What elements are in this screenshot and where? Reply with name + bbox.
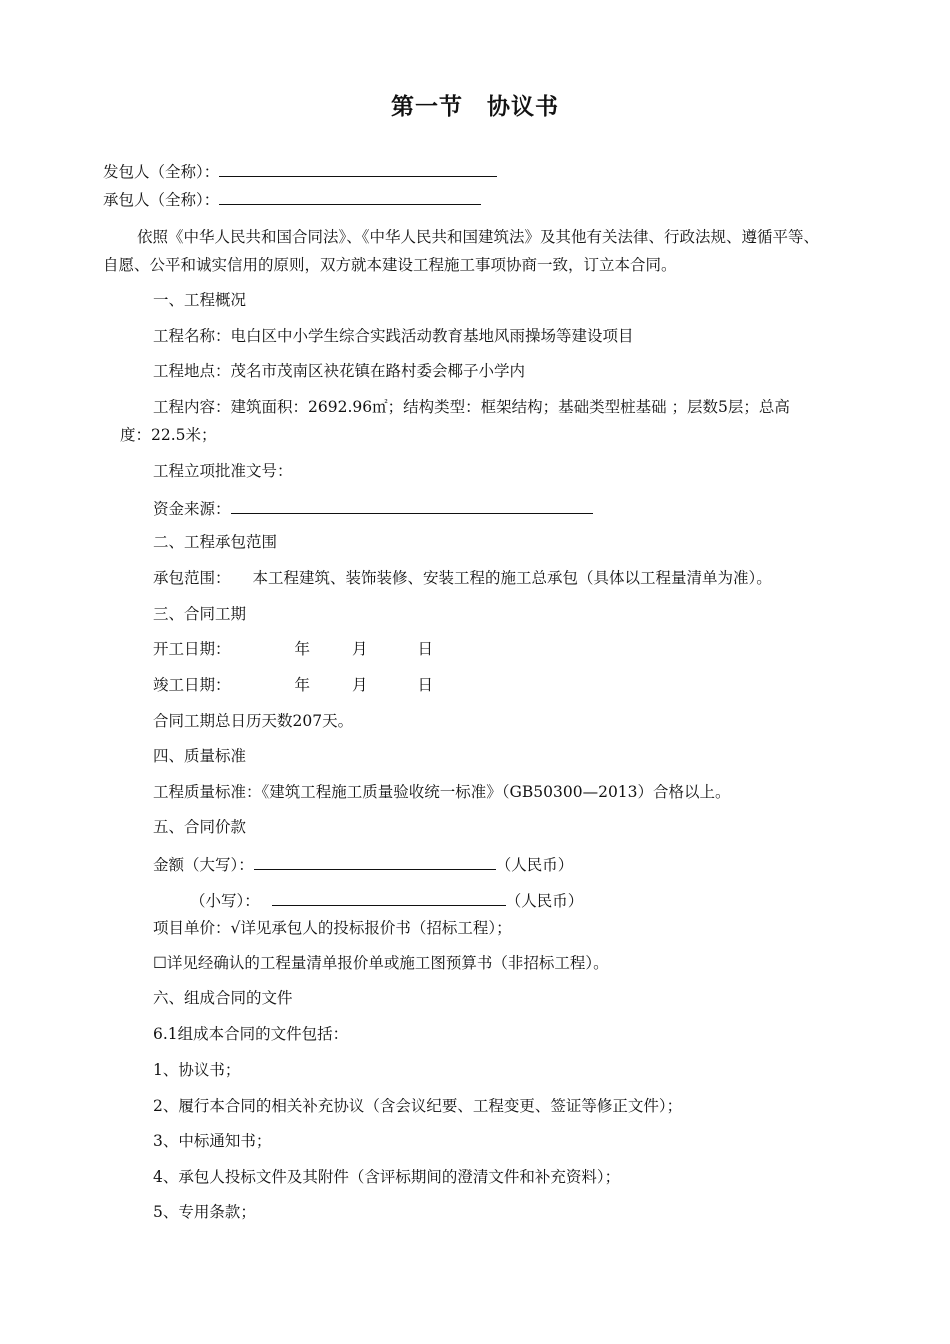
- end-date-label: 竣工日期：: [153, 676, 231, 694]
- employer-name-blank[interactable]: [219, 160, 497, 177]
- contractor-name-blank[interactable]: [219, 188, 481, 205]
- quality-standard: 工程质量标准：《建筑工程施工质量验收统一标准》（GB50300—2013）合格以上。: [153, 783, 731, 801]
- scope-text: 本工程建筑、装饰装修、安装工程的施工总承包（具体以工程量清单为准）。: [252, 569, 772, 587]
- project-name: 工程名称：电白区中小学生综合实践活动教育基地风雨操场等建设项目: [153, 327, 634, 345]
- contractor-row: [103, 188, 481, 210]
- contractor-label: 承包人（全称）：: [103, 191, 220, 209]
- section-6-heading: 六、组成合同的文件: [153, 989, 293, 1007]
- document-item: 4、承包人投标文件及其附件（含评标期间的澄清文件和补充资料）；: [153, 1168, 621, 1186]
- contract-duration: 合同工期总日历天数207天。: [153, 712, 354, 730]
- amount-caps-currency: （人民币）: [495, 856, 574, 874]
- amount-caps-label: 金额（大写）：: [153, 856, 254, 874]
- section-5-heading: 五、合同价款: [153, 818, 247, 836]
- funding-blank[interactable]: [231, 497, 593, 514]
- preamble-line-1: 依照《中华人民共和国合同法》、《中华人民共和国建筑法》及其他有关法律、行政法规、遵循平等、: [137, 228, 820, 246]
- document-item: 1、协议书；: [153, 1061, 241, 1079]
- amount-caps-row: [153, 853, 573, 875]
- end-year-label: 年: [294, 676, 311, 694]
- preamble-line-2: 自愿、公平和诚实信用的原则，双方就本建设工程施工事项协商一致，订立本合同。: [103, 256, 677, 274]
- amount-small-blank[interactable]: [272, 889, 506, 906]
- start-day-label: 日: [417, 640, 434, 658]
- employer-row: [103, 160, 497, 182]
- amount-caps-blank[interactable]: [254, 853, 496, 870]
- section-3-heading: 三、合同工期: [153, 605, 247, 623]
- page-title: 第一节 协议书: [391, 94, 559, 120]
- end-day-label: 日: [417, 676, 434, 694]
- amount-small-row: [190, 889, 583, 911]
- scope-label: 承包范围：: [153, 569, 231, 587]
- employer-label: 发包人（全称）：: [103, 163, 220, 181]
- unit-price-label: 项目单价：: [153, 919, 231, 937]
- funding-label: 资金来源：: [153, 500, 231, 518]
- project-approval: 工程立项批准文号：: [153, 462, 293, 480]
- scope-row: [153, 568, 772, 588]
- start-month-label: 月: [352, 640, 368, 658]
- end-date-row: [153, 675, 433, 695]
- document-item: 3、中标通知书；: [153, 1132, 272, 1150]
- unit-price-row: [153, 918, 512, 938]
- start-date-row: [153, 639, 433, 659]
- amount-small-currency: （人民币）: [505, 892, 584, 910]
- end-month-label: 月: [352, 676, 368, 694]
- section-2-heading: 二、工程承包范围: [153, 533, 278, 551]
- project-content-line-2: 度：22.5米；: [120, 426, 217, 444]
- documents-intro: 6.1组成本合同的文件包括：: [153, 1025, 349, 1043]
- project-content-line-1: 工程内容：建筑面积：2692.96㎡；结构类型：框架结构；基础类型桩基础 ；层数5层；总高: [153, 398, 790, 416]
- section-4-heading: 四、质量标准: [153, 747, 247, 765]
- document-item: 2、履行本合同的相关补充协议（含会议纪要、工程变更、签证等修正文件）；: [153, 1097, 683, 1115]
- amount-small-label: （小写）：: [190, 892, 260, 910]
- section-1-heading: 一、工程概况: [153, 291, 247, 309]
- document-item: 5、专用条款；: [153, 1203, 256, 1221]
- unit-price-option-nonbid[interactable]: ☐详见经确认的工程量清单报价单或施工图预算书（非招标工程）。: [153, 954, 609, 972]
- unit-price-option-bid[interactable]: √详见承包人的投标报价书（招标工程）；: [230, 919, 512, 937]
- start-date-label: 开工日期：: [153, 640, 231, 658]
- funding-row: [153, 497, 593, 519]
- start-year-label: 年: [294, 640, 311, 658]
- project-location: 工程地点：茂名市茂南区袂花镇在路村委会椰子小学内: [153, 362, 526, 380]
